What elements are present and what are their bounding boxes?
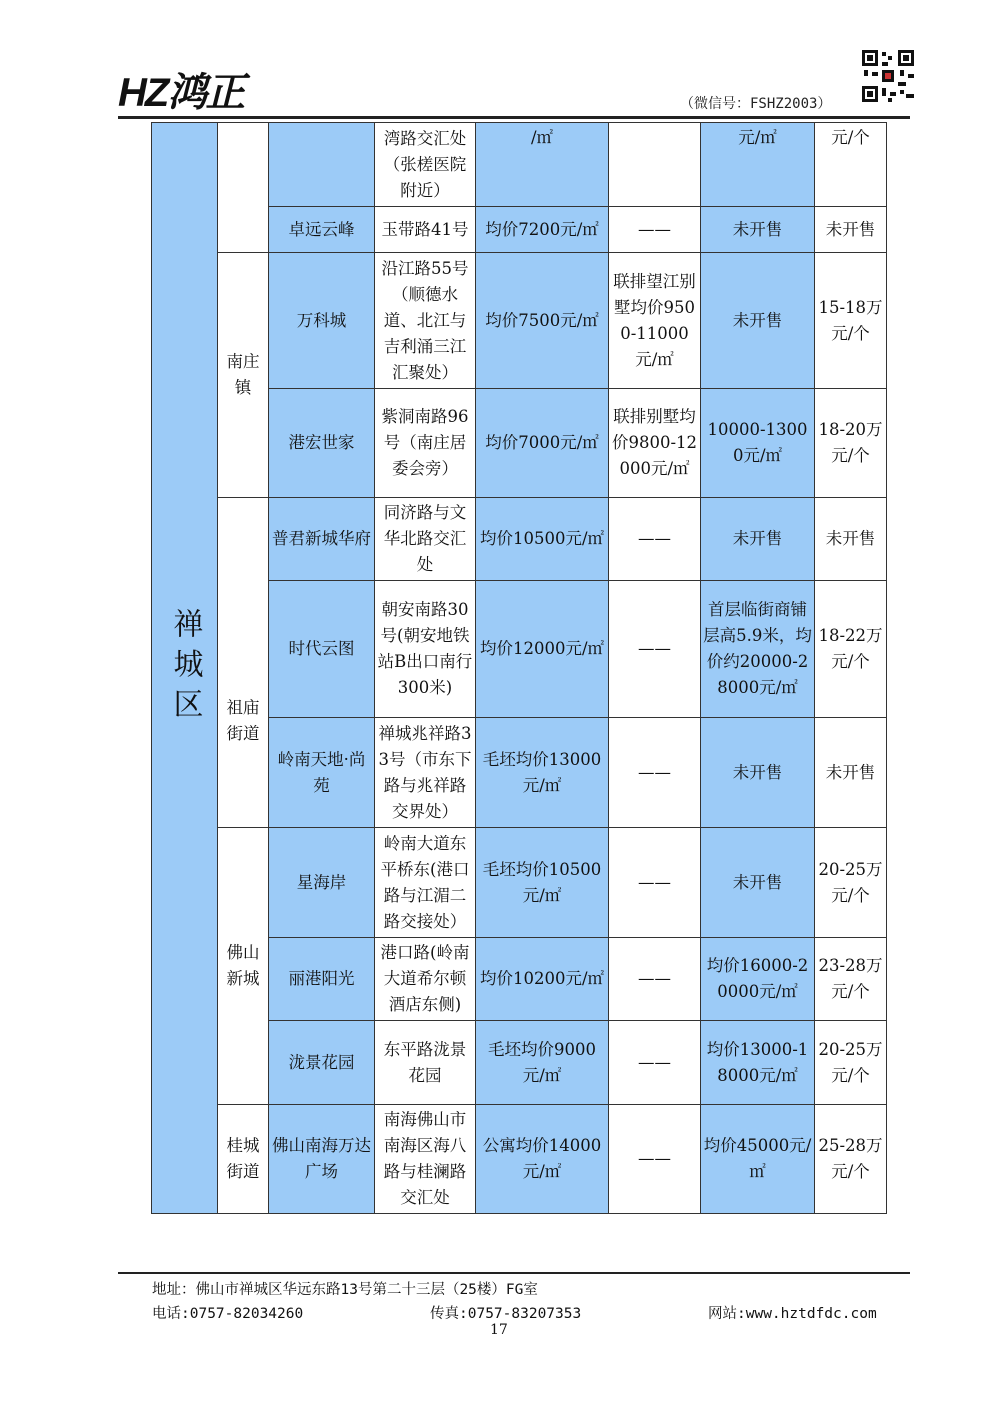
shop-cell: 未开售 — [701, 718, 815, 828]
town-cell: 南庄镇 — [218, 253, 269, 498]
parking-cell: 23-28万元/个 — [815, 938, 887, 1021]
address-cell: 南海佛山市南海区海八路与桂澜路交汇处 — [375, 1105, 476, 1214]
parking-cell: 未开售 — [815, 207, 887, 253]
parking-cell: 25-28万元/个 — [815, 1105, 887, 1214]
shop-cell: 未开售 — [701, 253, 815, 389]
footer-divider — [118, 1272, 910, 1274]
project-name-cell — [269, 123, 375, 207]
price-cell: 毛坯均价13000元/㎡ — [476, 718, 609, 828]
parking-cell: 未开售 — [815, 718, 887, 828]
town-label: 祖庙街道 — [226, 698, 260, 743]
footer-phone: 电话:0757-82034260 — [152, 1306, 304, 1322]
shop-cell: 均价16000-20000元/㎡ — [701, 938, 815, 1021]
district-cell — [152, 123, 218, 1214]
price-cell: 毛坯均价9000元/㎡ — [476, 1021, 609, 1105]
parking-cell: 元/个 — [815, 123, 887, 207]
shop-cell: 未开售 — [701, 207, 815, 253]
price-cell: 均价12000元/㎡ — [476, 581, 609, 718]
logo-text: HZ鸿正 — [118, 71, 244, 115]
project-name-cell: 泷景花园 — [269, 1021, 375, 1105]
footer-fax: 传真:0757-83207353 — [430, 1306, 582, 1322]
address-cell: 紫洞南路96号（南庄居委会旁） — [375, 389, 476, 498]
parking-cell: 18-22万元/个 — [815, 581, 887, 718]
price-cell: 均价10200元/㎡ — [476, 938, 609, 1021]
parking-cell: 15-18万元/个 — [815, 253, 887, 389]
villa-cell: —— — [609, 498, 701, 581]
shop-cell: 未开售 — [701, 828, 815, 938]
address-cell: 港口路(岭南大道希尔顿酒店东侧) — [375, 938, 476, 1021]
villa-cell: —— — [609, 938, 701, 1021]
district-label: 禅城区 — [167, 608, 203, 728]
villa-cell: —— — [609, 828, 701, 938]
price-cell: 均价7500元/㎡ — [476, 253, 609, 389]
property-table — [151, 122, 887, 1214]
address-cell: 东平路泷景花园 — [375, 1021, 476, 1105]
address-cell: 沿江路55号（顺德水道、北江与吉利涌三江汇聚处） — [375, 253, 476, 389]
project-name-cell: 岭南天地·尚苑 — [269, 718, 375, 828]
price-cell: 公寓均价14000元/㎡ — [476, 1105, 609, 1214]
town-cell — [218, 123, 269, 253]
company-logo — [118, 70, 298, 116]
villa-cell: —— — [609, 1021, 701, 1105]
villa-cell: —— — [609, 1105, 701, 1214]
shop-cell: 10000-13000元/㎡ — [701, 389, 815, 498]
header-divider — [118, 116, 910, 119]
town-cell: 佛山新城 — [218, 828, 269, 1105]
shop-cell: 未开售 — [701, 498, 815, 581]
villa-cell: —— — [609, 207, 701, 253]
villa-cell: 联排望江别墅均价9500-11000元/㎡ — [609, 253, 701, 389]
price-cell: 毛坯均价10500元/㎡ — [476, 828, 609, 938]
qr-code-icon — [860, 48, 916, 104]
shop-cell: 元/㎡ — [701, 123, 815, 207]
table-row — [152, 1105, 887, 1214]
town-cell — [218, 498, 269, 828]
project-name-cell: 时代云图 — [269, 581, 375, 718]
price-cell: 均价7000元/㎡ — [476, 389, 609, 498]
project-name-cell: 万科城 — [269, 253, 375, 389]
shop-cell: 均价45000元/㎡ — [701, 1105, 815, 1214]
wechat-id: （微信号：FSHZ2003） — [680, 96, 832, 112]
footer-address: 地址：佛山市禅城区华远东路13号第二十三层（25楼）FG室 — [152, 1282, 538, 1298]
town-cell: 桂城街道 — [218, 1105, 269, 1214]
address-cell: 湾路交汇处（张槎医院附近） — [375, 123, 476, 207]
shop-cell: 均价13000-18000元/㎡ — [701, 1021, 815, 1105]
project-name-cell: 星海岸 — [269, 828, 375, 938]
address-cell: 同济路与文华北路交汇处 — [375, 498, 476, 581]
table-row — [152, 498, 887, 581]
project-name-cell: 丽港阳光 — [269, 938, 375, 1021]
table-row — [152, 253, 887, 389]
price-cell: 均价7200元/㎡ — [476, 207, 609, 253]
table-row — [152, 828, 887, 938]
project-name-cell: 卓远云峰 — [269, 207, 375, 253]
price-cell: 均价10500元/㎡ — [476, 498, 609, 581]
project-name-cell: 港宏世家 — [269, 389, 375, 498]
address-cell: 朝安南路30号(朝安地铁站B出口南行300米) — [375, 581, 476, 718]
price-cell: /㎡ — [476, 123, 609, 207]
parking-cell: 未开售 — [815, 498, 887, 581]
project-name-cell: 佛山南海万达广场 — [269, 1105, 375, 1214]
page-number: 17 — [490, 1322, 508, 1338]
parking-cell: 20-25万元/个 — [815, 828, 887, 938]
villa-cell — [609, 123, 701, 207]
villa-cell: —— — [609, 581, 701, 718]
parking-cell: 18-20万元/个 — [815, 389, 887, 498]
address-cell: 岭南大道东平桥东(港口路与江湄二路交接处） — [375, 828, 476, 938]
shop-cell: 首层临街商铺层高5.9米，均价约20000-28000元/㎡ — [701, 581, 815, 718]
address-cell: 玉带路41号 — [375, 207, 476, 253]
villa-cell: 联排别墅均价9800-12000元/㎡ — [609, 389, 701, 498]
table-row — [152, 123, 887, 207]
footer-website: 网站:www.hztdfdc.com — [708, 1306, 877, 1322]
parking-cell: 20-25万元/个 — [815, 1021, 887, 1105]
project-name-cell: 普君新城华府 — [269, 498, 375, 581]
address-cell: 禅城兆祥路33号（市东下路与兆祥路交界处） — [375, 718, 476, 828]
villa-cell: —— — [609, 718, 701, 828]
